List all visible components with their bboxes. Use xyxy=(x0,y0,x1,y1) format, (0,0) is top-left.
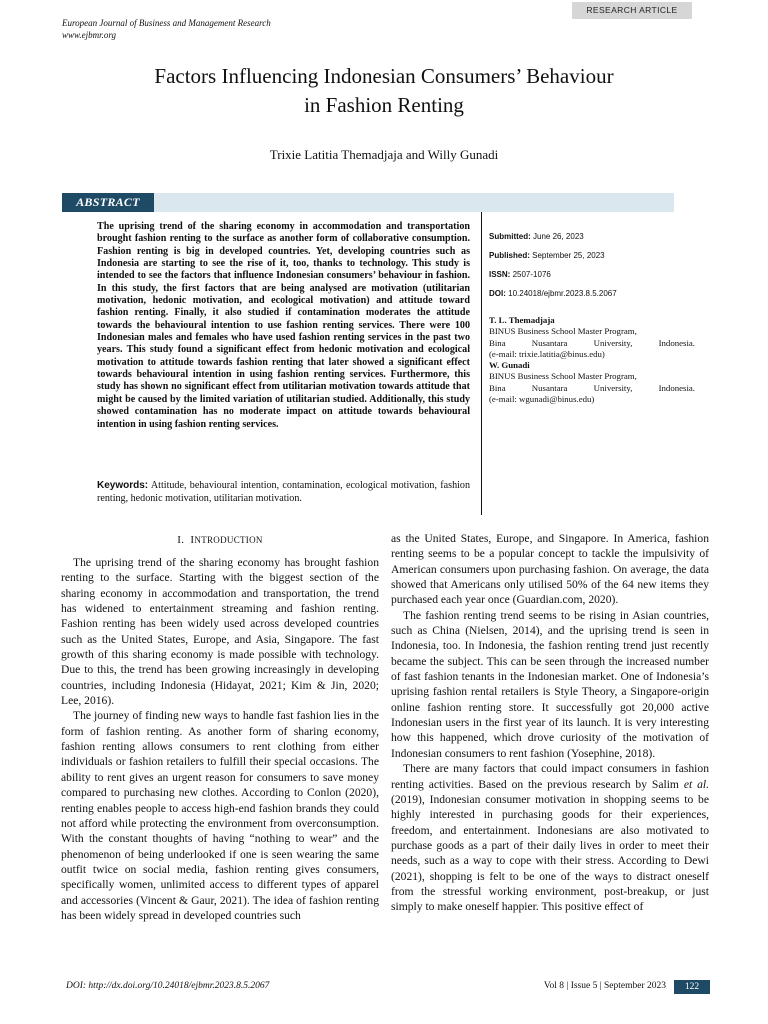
affiliation-line: Bina Nusantara University, Indonesia. xyxy=(489,382,695,393)
section-heading: I. INTRODUCTION xyxy=(177,534,263,546)
footer-volume: Vol 8 | Issue 5 | September 2023 xyxy=(543,981,666,991)
body-column-right xyxy=(391,531,709,915)
author-affiliations xyxy=(489,315,695,405)
affiliation-email[interactable]: (e-mail: wgunadi@binus.edu) xyxy=(489,394,595,405)
abstract-label: ABSTRACT xyxy=(62,193,154,212)
keywords-list: Attitude, behavioural intention, contamination, ecological motivation, fashion renting, hedonic motivation, utilitarian motivation. xyxy=(97,480,471,504)
paragraph: The fashion renting trend seems to be rising in Asian countries, such as China (Nielsen, 2014), and the uprising trend is seen in Indonesia, too. In Indonesia, the fashion renting trend just recently became the subject. This can be seen through the increased number of fast fashion tenants in the Indonesian market. One of Indonesia’s uprising fashion rental retailers is Style Theory, a Singapore-origin online fashion renting store. It successfully got 20,000 active Indonesian users in the first year of its launch. It is very interesting how this happened, which drove curiosity of the motivation of Indonesian consumers to rent fashion (Yosephine, 2018). xyxy=(391,608,709,760)
article-type-badge: RESEARCH ARTICLE xyxy=(572,2,692,19)
footer-doi[interactable]: DOI: http://dx.doi.org/10.24018/ejbmr.2023.8.5.2067 xyxy=(66,981,270,991)
journal-name: European Journal of Business and Management Research xyxy=(62,18,271,28)
affiliation-name: T. L. Themadjaja xyxy=(489,315,555,325)
page-number: 122 xyxy=(674,980,710,994)
journal-url[interactable]: www.ejbmr.org xyxy=(62,30,117,40)
meta-issn: ISSN: 2507-1076 xyxy=(489,270,551,279)
article-title xyxy=(60,62,708,120)
affiliation-name: W. Gunadi xyxy=(489,360,530,371)
paragraph: The journey of finding new ways to handle fast fashion lies in the form of fashion renting. As another form of sharing economy, fashion renting allows consumers to rent clothing from either individuals or fashion retailers to fulfill their special occasions. The ability to rent gives an urgent reason for consumers to save money compared to purchasing new clothes. According to Conlon (2020), renting enables people to access high-end fashion brands they could not afford while protecting the environment from overconsumption. With the constant thoughts of having “nothing to wear” and the phenomenon of being underlooked if one is seen wearing the same outfit twice on social media, fashion renting gives consumers, specifically women, unlimited access to different types of apparel and accessories (Vincent & Gaur, 2021). The idea of fashion renting has been widely spread in developed countries such xyxy=(61,709,379,922)
body-column-left xyxy=(61,555,379,923)
paragraph: The uprising trend of the sharing economy has brought fashion renting to the surface. Starting with the biggest section of the sharing economy in accommodation and transportation, the trend has widened to entertainment streaming and fashion renting. Fashion renting has been widely used across developed countries such as the United States, Europe, and Asia, Singapore. The fast growth of this sharing economy is made possible with technology. Due to this, the trend has been growing increasingly in developing countries, including Indonesia (Hidayat, 2021; Kim & Jin, 2020; Lee, 2016). xyxy=(61,556,379,708)
column-divider xyxy=(481,212,482,515)
title-line-2: in Fashion Renting xyxy=(304,93,464,117)
meta-doi[interactable]: DOI: 10.24018/ejbmr.2023.8.5.2067 xyxy=(489,289,617,298)
journal-header xyxy=(62,17,271,41)
article-meta xyxy=(489,232,699,308)
abstract-text: The uprising trend of the sharing economy in accommodation and transportation brought fashion renting to the surface as another form of collaborative consumption. Fashion renting is big in developed countries. Yet, developing countries such as Indonesia are starting to see the rise of it, too, thanks to technology. This study is intended to see the factors that influence Indonesian consumers’ behaviour in fashion. In this study, the first factors that are being analysed are motivation (utilitarian motivation, hedonic motivation, and ecological motivation) and attitude toward fashion renting. Finally, it also studied if contamination moderates the attitude towards the behavioural intention to use fashion renting services. There were 100 Indonesian males and females who have used fashion renting services in the past two years. This study found a significant effect from hedonic motivation and ecological motivation to attitude towards fashion renting that later showed a significant effect towards behavioural intention in using fashion renting services. Furthermore, this study has shown no significant effect from utilitarian motivation towards attitude that might be caused by the limited variation of utilitarian studied. Additionally, this study showed contamination has no moderate impact on attitude towards behavioural intention in using fashion renting services. xyxy=(97,221,470,430)
keywords xyxy=(97,480,470,505)
meta-submitted: Submitted: June 26, 2023 xyxy=(489,232,584,241)
affiliation-line: BINUS Business School Master Program, xyxy=(489,371,637,382)
affiliation-line: BINUS Business School Master Program, xyxy=(489,326,637,337)
keywords-label: Keywords: xyxy=(97,480,149,491)
affiliation-email[interactable]: (e-mail: trixie.latitia@binus.edu) xyxy=(489,348,605,359)
paragraph: There are many factors that could impact consumers in fashion renting activities. Based on the previous research by Salim et al. (2019), Indonesian consumer motivation in shopping seems to be highly interested in purchasing goods for their experiences, freedom, and entertainment. Indonesians are also motivated to purchase goods as a part of their daily lives in order to meet their needs, such as a way to cope with their stress. According to Dewi (2021), shopping is felt to be one of the ways to distract oneself from the stressful working environment, post-breakup, or just simply to make oneself happier. This positive effect of xyxy=(391,762,709,914)
paragraph: as the United States, Europe, and Singapore. In America, fashion renting seems to be a popular concept to tackle the impulsivity of American consumers upon purchasing fashion. On average, the data showed that Americans only utilised 50% of the 64 new items they purchased each year once (Guardian.com, 2020). xyxy=(391,532,709,607)
affiliation-line: Bina Nusantara University, Indonesia. xyxy=(489,337,695,348)
meta-published: Published: September 25, 2023 xyxy=(489,251,605,260)
title-line-1: Factors Influencing Indonesian Consumers’ Behaviour xyxy=(154,64,614,88)
author-list: Trixie Latitia Themadjaja and Willy Gunadi xyxy=(269,147,499,162)
